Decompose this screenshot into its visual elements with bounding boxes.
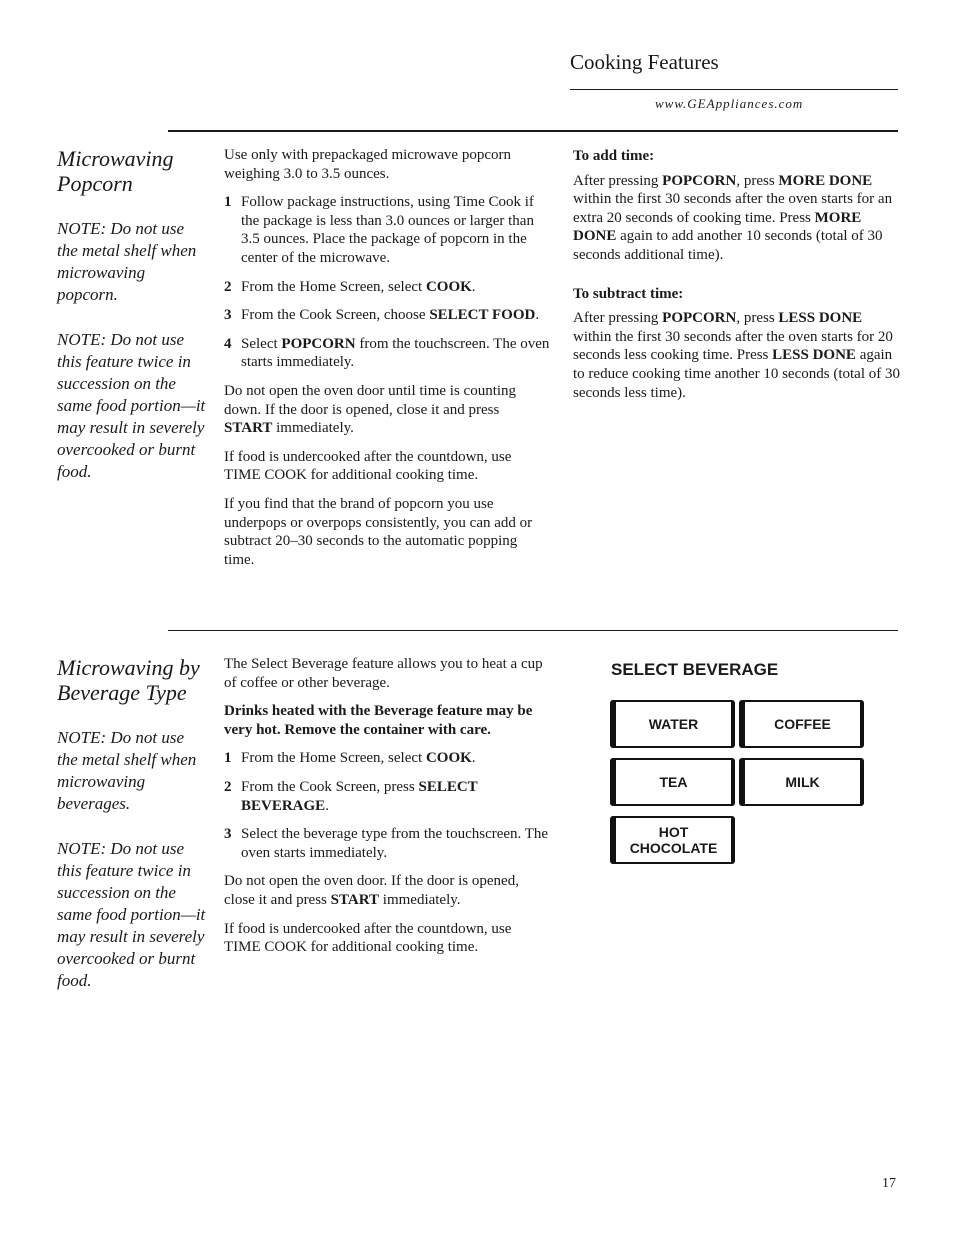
beverage-warning: Drinks heated with the Beverage feature may be very hot. Remove the container with care.: [224, 703, 533, 738]
popcorn-note-succession: NOTE: Do not use this feature twice in succession on the same food portion—it may result in severely overcooked or burnt food.: [57, 330, 206, 481]
beverage-step-1: 1 From the Home Screen, select COOK.: [224, 750, 476, 767]
beverage-instructions: [224, 655, 550, 967]
popcorn-brand-paragraph: If you find that the brand of popcorn you use underpops or overpops consistently, you can add or subtract 20–30 seconds to the automatic popping time.: [224, 495, 533, 568]
beverage-door-paragraph: Do not open the oven door. If the door is opened, close it and press START immediately.: [224, 873, 519, 908]
coffee-button[interactable]: COFFEE: [739, 700, 864, 748]
add-time-paragraph: After pressing POPCORN, press MORE DONE within the first 30 seconds after the oven starts for an extra 20 seconds of cooking time. Press MORE DONE again to add another 10 seconds (total of 30 seconds additional time).: [573, 172, 893, 263]
header-divider: [570, 89, 898, 90]
beverage-title-line2: Beverage Type: [57, 680, 187, 705]
select-beverage-panel-title: SELECT BEVERAGE: [611, 660, 779, 679]
milk-button[interactable]: MILK: [739, 758, 864, 806]
popcorn-step-2: 2 From the Home Screen, select COOK.: [224, 278, 476, 295]
tea-button[interactable]: TEA: [610, 758, 735, 806]
popcorn-time-adjust: [573, 147, 901, 412]
section-divider-beverage: [168, 630, 898, 631]
popcorn-title-line2: Popcorn: [57, 171, 133, 196]
page-number: 17: [882, 1176, 896, 1191]
popcorn-note-shelf: NOTE: Do not use the metal shelf when microwaving popcorn.: [57, 219, 197, 304]
popcorn-step-4: 4 Select POPCORN from the touchscreen. The oven starts immediately.: [224, 335, 550, 371]
popcorn-step-1: 1 Follow package instructions, using Time Cook if the package is less than 3.0 ounces or larger than 3.5 ounces. Place the package of popcorn in the center of the microwave.: [224, 194, 534, 266]
popcorn-section-title: [57, 146, 174, 196]
popcorn-instructions: [224, 146, 550, 579]
popcorn-intro: Use only with prepackaged microwave popcorn weighing 3.0 to 3.5 ounces.: [224, 147, 511, 182]
beverage-note-shelf: NOTE: Do not use the metal shelf when microwaving beverages.: [57, 728, 197, 813]
beverage-undercooked-paragraph: If food is undercooked after the countdown, use TIME COOK for additional cooking time.: [224, 920, 512, 956]
beverage-title-line1: Microwaving by: [57, 655, 200, 680]
beverage-note-succession: NOTE: Do not use this feature twice in succession on the same food portion—it may result in severely overcooked or burnt food.: [57, 839, 206, 990]
website-url: www.GEAppliances.com: [655, 96, 804, 111]
popcorn-undercooked-paragraph: If food is undercooked after the countdown, use TIME COOK for additional cooking time.: [224, 448, 512, 484]
subtract-time-heading: To subtract time:: [573, 285, 684, 302]
beverage-step-2: 2 From the Cook Screen, press SELECT BEVERAGE.: [224, 778, 478, 814]
popcorn-door-paragraph: Do not open the oven door until time is counting down. If the door is opened, close it and press START immediately.: [224, 382, 517, 437]
beverage-step-3: 3 Select the beverage type from the touchscreen. The oven starts immediately.: [224, 826, 549, 861]
beverage-intro: The Select Beverage feature allows you to heat a cup of coffee or other beverage.: [224, 656, 543, 691]
subtract-time-paragraph: After pressing POPCORN, press LESS DONE within the first 30 seconds after the oven starts for 20 seconds less cooking time. Press LESS DONE again to reduce cooking time another 10 seconds (total of 30 seconds less time).: [573, 310, 900, 401]
hot-chocolate-button[interactable]: HOT CHOCOLATE: [610, 816, 735, 864]
add-time-heading: To add time:: [573, 148, 655, 164]
section-divider-popcorn: [168, 130, 898, 132]
page-section-title: Cooking Features: [570, 50, 719, 74]
beverage-section-title: [57, 655, 200, 705]
popcorn-step-3: 3 From the Cook Screen, choose SELECT FOOD.: [224, 307, 540, 324]
water-button[interactable]: WATER: [610, 700, 735, 748]
popcorn-title-line1: Microwaving: [57, 146, 174, 171]
